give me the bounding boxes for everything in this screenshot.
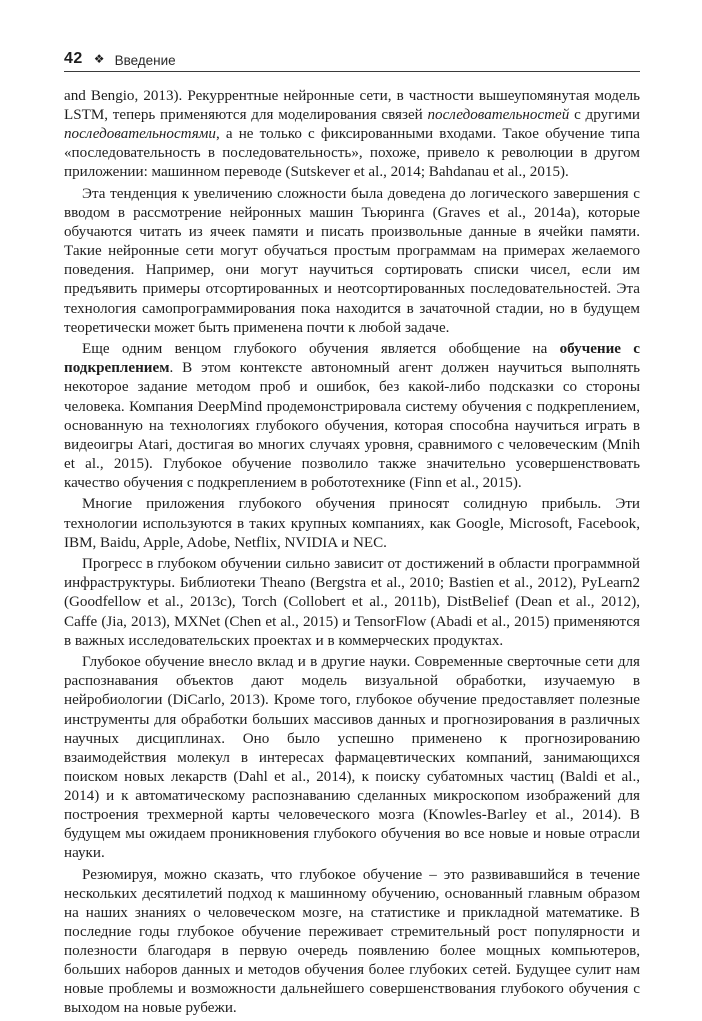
italic-term: последовательностями [64,126,216,143]
bold-term: обучение с подкреплением [64,341,640,377]
paragraph-text: . В этом контексте автономный агент должен научиться выполнять некоторое задание методом проб и ошибок, без какой-либо подсказки со стороны человека. Компания DeepMind продемонстрировала систему обучения с подкреплением, основанную на технологиях глубокого обучения, которая способна научиться играть в видеоигры Atari, достигая во многих случаях уровня, сравнимого с человеческим (Mnih et al., 2015). Глубокое обучение позволило также значительно усовершенствовать качество обучения с подкреплением в робототехнике (Finn et al., 2015). [64,360,640,491]
body-text [64,87,640,1021]
running-header [64,48,640,72]
paragraph: Многие приложения глубокого обучения приносят солидную прибыль. Эти технологии используются в таких крупных компаниях, как Google, Microsoft, Facebook, IBM, Baidu, Apple, Adobe, Netflix, NVIDIA и NEC. [64,496,640,551]
italic-term: последовательностей [427,107,570,124]
paragraph-text: с другими [569,107,641,124]
paragraph: Глубокое обучение внесло вклад и в другие науки. Современные сверточные сети для распознавания объектов дают модель визуальной обработки, изучаемую в нейробиологии (DiCarlo, 2013). Кроме того, глубокое обучение предоставляет полезные инструменты для обработки больших массивов данных и прогнозирования в различных научных дисциплинах. Оно было успешно применено к прогнозированию взаимодействия молекул в интересах фармацевтических компаний, занимающихся поиском новых лекарств (Dahl et al., 2014), к поиску субатомных частиц (Baldi et al., 2014) и к автоматическому распознаванию сделанных микроскопом изображений для построения трехмерной карты человеческого мозга (Knowles-Barley et al., 2014). В будущем мы ожидаем проникновения глубокого обучения во все новые и новые отрасли науки. [64,654,640,862]
paragraph-text: and Bengio, 2013). Рекуррентные нейронные сети, в частности вышеупомянутая модель LSTM, теперь применяются для моделирования связей [64,88,640,124]
ornament-icon: ❖ [93,52,105,66]
paragraph: Резюмируя, можно сказать, что глубокое обучение – это развивавшийся в течение нескольких десятилетий подход к машинному обучению, основанный главным образом на наших знаниях о человеческом мозге, на статистике и прикладной математике. В последние годы глубокое обучение переживает стремительный рост популярности и полезности благодаря в первую очередь появлению более мощных компьютеров, больших наборов данных и методов обучения более глубоких сетей. Будущее сулит нам новые проблемы и возможности дальнейшего совершенствования глубокого обучения с выходом на новые рубежи. [64,866,640,1017]
paragraph: Эта тенденция к увеличению сложности была доведена до логического завершения с вводом в рассмотрение нейронных машин Тьюринга (Graves et al., 2014a), которые обучаются читать из ячеек памяти и писать произвольные данные в ячейки памяти. Такие нейронные сети могут обучаться простым программам на примерах желаемого поведения. Например, они могут научиться сортировать списки чисел, если им предъявить примеры отсортированных и неотсортированных последовательностей. Эта технология самопрограммирования пока находится в зачаточной стадии, но в будущем теоретически может быть применена почти к любой задаче. [64,185,641,336]
section-title: Введение [114,53,176,68]
paragraph [64,87,640,182]
paragraph [64,340,640,493]
paragraph-text: , а не только с фиксированными входами. Такое обучение типа «последовательность в последовательность», похоже, привело к революции в другом приложении: машинном переводе (Sutskever et al., 2014; Bahdanau et al., 2015). [64,126,640,181]
paragraph-text: Еще одним венцом глубокого обучения является обобщение на [82,341,560,358]
page-number: 42 [64,50,83,67]
paragraph: Прогресс в глубоком обучении сильно зависит от достижений в области программной инфраструктуры. Библиотеки Theano (Bergstra et al., 2010; Bastien et al., 2012), PyLearn2 (Goodfellow et al., 2013c), Torch (Collobert et al., 2011b), DistBelief (Dean et al., 2012), Caffe (Jia, 2013), MXNet (Chen et al., 2015) и TensorFlow (Abadi et al., 2015) применяются в важных исследовательских проектах и в коммерческих продуктах. [64,556,640,649]
